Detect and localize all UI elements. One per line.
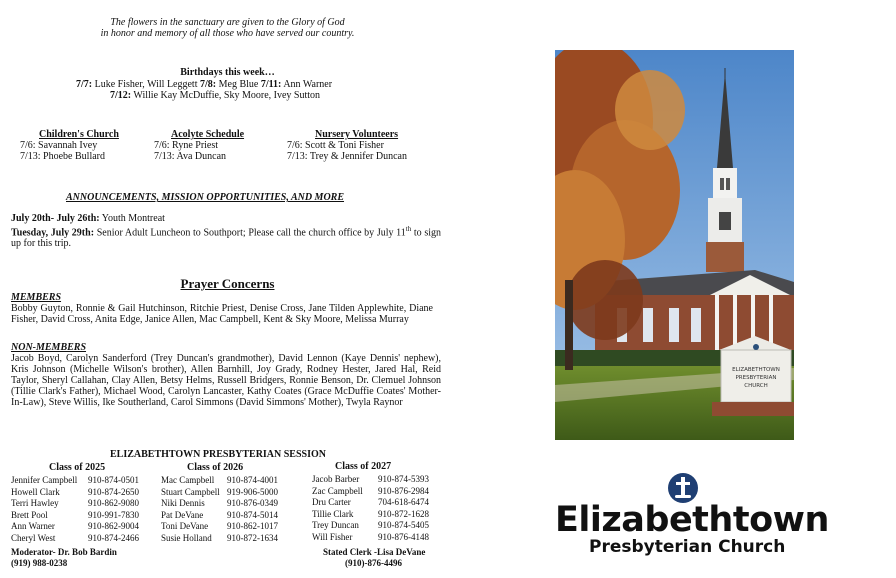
member-phone: 910-862-1017 <box>227 521 278 531</box>
session-member-row <box>312 532 429 544</box>
session-member-row <box>161 521 278 533</box>
member-phone: 910-874-5014 <box>227 509 278 520</box>
session-member-row <box>161 533 278 545</box>
member-name: Brett Pool <box>11 509 48 520</box>
session-member-row <box>312 497 429 509</box>
member-name: Howell Clark <box>11 486 60 497</box>
session-class-table <box>312 474 429 543</box>
announcement-text: Senior Adult Luncheon to Southport; Please call the church office by July 11 <box>94 227 406 239</box>
tree-trunk <box>565 280 573 370</box>
member-phone: 910-874-5405 <box>378 520 429 530</box>
announcement-text: Youth Montreat <box>99 213 165 224</box>
member-phone: 910-874-5393 <box>378 474 429 484</box>
member-name: Jennifer Campbell <box>11 475 78 485</box>
steeple-tower-brick <box>706 242 744 272</box>
birthdays-row-2 <box>110 90 320 101</box>
member-phone: 910-876-0349 <box>227 498 278 508</box>
member-name: Will Fisher <box>312 531 353 542</box>
session-member-row <box>312 509 429 521</box>
member-name: Toni DeVane <box>161 521 209 531</box>
birthdays-heading: Birthdays this week… <box>180 67 275 78</box>
church-photo <box>555 50 794 440</box>
announcement-date: July 20th- July 26th: <box>11 213 100 224</box>
member-name: Pat DeVane <box>161 509 204 520</box>
schedule-row: 7/13: Ava Duncan <box>154 151 227 162</box>
member-phone: 910-876-2984 <box>378 485 429 496</box>
member-name: Tillie Clark <box>312 508 354 519</box>
member-phone: 910-862-9080 <box>88 498 139 508</box>
autumn-tree-canopy <box>567 260 643 340</box>
birthday-date: 7/7: <box>76 79 93 90</box>
tower-window <box>719 212 731 230</box>
member-name: Niki Dennis <box>161 498 205 508</box>
members-label: MEMBERS <box>11 292 62 303</box>
schedule-row: 7/13: Phoebe Bullard <box>20 151 105 162</box>
class-title: Class of 2026 <box>187 462 244 473</box>
member-name: Dru Carter <box>312 497 351 507</box>
belfry-window <box>720 178 724 190</box>
member-phone: 704-618-6474 <box>378 497 429 507</box>
church-name-wordmark: Elizabethtown <box>555 500 829 540</box>
church-window <box>669 308 679 342</box>
belfry-window <box>726 178 730 190</box>
class-title: Class of 2025 <box>49 462 106 473</box>
non-members-label: NON-MEMBERS <box>11 342 87 353</box>
session-member-row <box>312 474 429 486</box>
member-name: Stuart Campbell <box>161 486 220 497</box>
session-class-table <box>11 475 139 544</box>
bulletin-cover-panel <box>455 0 896 578</box>
members-prayer-list: Bobby Guyton, Ronnie & Gail Hutchinson, Ritchie Priest, Denise Cross, Jane Tilden Applewhite, Diane Fisher, David Cross, Anita Edge, Janice Allen, Mac Campbell, Kent & Sky Moore, Melissa Murray <box>11 303 433 325</box>
birthday-names: Willie Kay McDuffie, Sky Moore, Ivey Sutton <box>131 90 321 101</box>
member-phone: 910-862-9004 <box>88 521 139 531</box>
member-name: Zac Campbell <box>312 485 363 496</box>
session-member-row <box>312 486 429 498</box>
member-phone: 910-872-1628 <box>378 508 429 519</box>
church-photo-illustration <box>555 50 794 440</box>
member-phone: 910-874-2650 <box>88 486 139 497</box>
member-name: Ann Warner <box>11 521 55 531</box>
church-window <box>691 308 701 342</box>
announcements-heading: ANNOUNCEMENTS, MISSION OPPORTUNITIES, AND MORE <box>66 192 345 203</box>
session-member-row <box>11 487 139 499</box>
session-member-row <box>312 520 429 532</box>
session-member-row <box>11 510 139 522</box>
birthday-names: Ann Warner <box>281 79 333 90</box>
session-heading: ELIZABETHTOWN PRESBYTERIAN SESSION <box>110 449 326 460</box>
non-members-prayer-list: Jacob Boyd, Carolyn Sanderford (Trey Duncan's grandmother), David Lennon (Kaye Dennis' nephew), Kris Johnson (Michelle Wilson's brother), Allen Barnhill, Joy Grady, Rodney Hester, Jared Hal, Reid Taylor, Sheryl Callahan, Clay Allen, Betsy Helms, Russell Bridgers, Ronnie Benson, Dr. Clemuel Johnson (Tillie Clark's Father), Michael Wood, Carolyn Lancaster, Kathy Coates (Grace McDuffie Coates' Mother-In-Law), Steve Willis, Ike Southerland, Carol Simmons (David Simmons' Mother), Twyla Raynor <box>11 353 441 408</box>
schedule-title: Acolyte Schedule <box>171 129 245 140</box>
schedule-row: 7/6: Ryne Priest <box>154 140 219 151</box>
member-name: Susie Holland <box>161 532 212 543</box>
dedication-line-1: The flowers in the sanctuary are given to the Glory of God <box>110 17 345 28</box>
announcement-date: Tuesday, July 29th: <box>11 227 95 239</box>
announcement-item <box>11 213 165 224</box>
session-member-row <box>11 533 139 545</box>
cross-base <box>675 495 691 498</box>
birthday-names: Luke Fisher, Will Leggett <box>92 79 200 90</box>
sign-brick-base <box>712 402 794 416</box>
member-name: Trey Duncan <box>312 520 359 530</box>
member-phone: 910-874-0501 <box>88 475 139 485</box>
sign-text-line-2: PRESBYTERIAN <box>735 375 777 381</box>
session-member-row <box>11 521 139 533</box>
autumn-tree-canopy <box>615 70 685 150</box>
schedule-row: 7/13: Trey & Jennifer Duncan <box>287 151 407 162</box>
birthday-date: 7/11: <box>260 79 282 90</box>
sign-text-line-3: CHURCH <box>744 383 768 389</box>
moderator-phone: (919) 988-0238 <box>11 558 68 568</box>
dedication-line-2: in honor and memory of all those who have served our country. <box>100 28 355 39</box>
member-phone: 910-876-4148 <box>378 531 429 542</box>
member-phone: 910-872-1634 <box>227 532 278 543</box>
member-phone: 910-874-4001 <box>227 475 278 485</box>
session-member-row <box>161 510 278 522</box>
member-phone: 919-906-5000 <box>227 486 278 497</box>
member-name: Jacob Barber <box>312 474 360 484</box>
session-member-row <box>161 475 278 487</box>
announcement-item <box>11 224 441 249</box>
schedule-row: 7/6: Savannah Ivey <box>20 140 98 151</box>
sign-emblem-icon <box>753 344 759 350</box>
member-name: Terri Hawley <box>11 498 59 508</box>
clerk-name: Stated Clerk -Lisa DeVane <box>323 547 426 557</box>
announcement-text: to sign up for this trip. <box>11 227 442 250</box>
prayer-concerns-heading: Prayer Concerns <box>180 276 275 291</box>
member-name: Mac Campbell <box>161 475 215 485</box>
cross-emblem-icon <box>668 473 698 503</box>
schedule-title: Nursery Volunteers <box>315 129 399 140</box>
session-member-row <box>11 475 139 487</box>
member-name: Cheryl West <box>11 532 56 543</box>
birthday-date: 7/8: <box>200 79 217 90</box>
class-title: Class of 2027 <box>335 461 392 472</box>
birthday-date: 7/12: <box>110 90 132 101</box>
sign-text-line-1: ELIZABETHTOWN <box>732 367 780 373</box>
ordinal-suffix: th <box>405 225 412 233</box>
birthdays-row-1 <box>76 79 332 90</box>
birthday-names: Meg Blue <box>216 79 261 90</box>
schedule-row: 7/6: Scott & Toni Fisher <box>287 140 384 151</box>
clerk-phone: (910)-876-4496 <box>345 558 402 568</box>
cross-vertical <box>681 477 685 496</box>
schedule-title: Children's Church <box>39 129 119 140</box>
church-window <box>643 308 653 342</box>
session-member-row <box>161 498 278 510</box>
member-phone: 910-991-7830 <box>88 509 139 520</box>
session-member-row <box>161 487 278 499</box>
moderator-name: Moderator- Dr. Bob Bardin <box>11 547 117 557</box>
session-member-row <box>11 498 139 510</box>
church-subtitle-wordmark: Presbyterian Church <box>589 537 786 557</box>
cross-horizontal <box>676 482 690 485</box>
session-class-table <box>161 475 278 544</box>
steeple-belfry <box>713 168 737 198</box>
member-phone: 910-874-2466 <box>88 532 139 543</box>
